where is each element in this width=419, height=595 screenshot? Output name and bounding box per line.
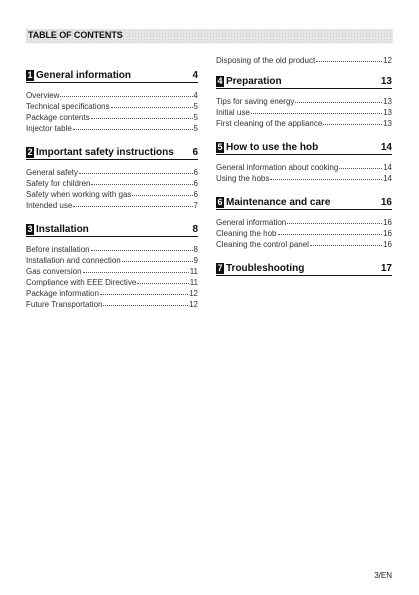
toc-section-heading-left (26, 224, 89, 235)
toc-entry[interactable] (26, 244, 198, 255)
dot-leader (100, 288, 188, 295)
toc-entry-page: 16 (383, 229, 392, 238)
toc-entry[interactable] (26, 288, 198, 299)
section-title: How to use the hob (226, 142, 319, 153)
toc-section-3 (26, 224, 198, 310)
section-title: Installation (36, 224, 89, 235)
toc-entry-page: 14 (383, 163, 392, 172)
toc-entry-page: 13 (383, 97, 392, 106)
toc-entry-label: Gas conversion (26, 267, 82, 276)
toc-entry[interactable] (26, 255, 198, 266)
toc-entry-label: Cleaning the hob (216, 229, 277, 238)
toc-entry[interactable] (216, 162, 392, 173)
toc-entry-label: General information (216, 218, 287, 227)
toc-left-column (26, 70, 198, 323)
toc-section-heading[interactable] (26, 224, 198, 237)
toc-entry[interactable] (26, 266, 198, 277)
toc-section-4 (216, 76, 392, 129)
toc-entry[interactable] (26, 123, 198, 134)
toc-entry-page: 5 (193, 113, 198, 122)
section-page: 17 (380, 263, 392, 274)
dot-leader (122, 255, 193, 262)
dot-leader (278, 228, 383, 235)
dot-leader (137, 277, 188, 284)
dot-leader (287, 217, 382, 224)
dot-leader (295, 96, 382, 103)
section-number-badge: 1 (27, 70, 33, 80)
toc-entry-label: Initial use (216, 108, 250, 117)
section-number-badge: 5 (217, 142, 223, 152)
toc-section-heading[interactable] (216, 197, 392, 210)
toc-entry[interactable] (26, 112, 198, 123)
toc-entry-label: Overview (26, 91, 60, 100)
toc-entry-page: 11 (189, 278, 198, 287)
dot-leader (316, 55, 382, 62)
toc-entry[interactable] (26, 277, 198, 288)
section-title: Important safety instructions (36, 147, 174, 158)
toc-entry-label: Before installation (26, 245, 90, 254)
spacer (216, 66, 392, 76)
section-title: Preparation (226, 76, 282, 87)
toc-entry-label: Using the hobs (216, 174, 270, 183)
section-number-badge: 4 (217, 76, 223, 86)
toc-right-column (216, 55, 392, 289)
toc-entry-page: 16 (383, 218, 392, 227)
toc-entry-label: Safety for children (26, 179, 91, 188)
toc-entry-label: Technical specifications (26, 102, 110, 111)
toc-entry-page: 12 (383, 56, 392, 65)
toc-entry[interactable] (26, 178, 198, 189)
section-number-badge: 2 (27, 147, 33, 157)
dot-leader (73, 123, 193, 130)
toc-entry-label: Package contents (26, 113, 90, 122)
toc-entry-page: 5 (193, 124, 198, 133)
toc-section-7 (216, 263, 392, 276)
toc-entry-page: 12 (189, 300, 198, 309)
toc-entry-label: First cleaning of the appliance (216, 119, 323, 128)
dot-leader (83, 266, 189, 273)
toc-entry-label: Installation and connection (26, 256, 121, 265)
toc-entry-page: 6 (193, 190, 198, 199)
toc-entry-label: Injector table (26, 124, 72, 133)
section-page: 4 (192, 70, 198, 81)
toc-section-heading-left (216, 197, 330, 208)
toc-entry[interactable] (216, 228, 392, 239)
dot-leader (132, 189, 192, 196)
toc-entry-label: General safety (26, 168, 79, 177)
section-page: 8 (192, 224, 198, 235)
toc-entry-page: 11 (189, 267, 198, 276)
dot-leader (339, 162, 382, 169)
toc-entry[interactable] (26, 90, 198, 101)
dot-leader (111, 101, 193, 108)
toc-section-heading-left (216, 76, 282, 87)
toc-entry[interactable] (26, 200, 198, 211)
toc-entry[interactable] (216, 107, 392, 118)
toc-section-heading-left (216, 142, 318, 153)
section-number-badge: 7 (217, 263, 223, 273)
dot-leader (103, 299, 188, 306)
toc-entry[interactable] (26, 189, 198, 200)
toc-entry-page: 16 (383, 240, 392, 249)
toc-entry[interactable] (26, 101, 198, 112)
toc-entry-label: Disposing of the old product (216, 56, 316, 65)
toc-section-heading[interactable] (216, 142, 392, 155)
toc-header-bar (26, 29, 393, 43)
dot-leader (73, 200, 192, 207)
section-page: 13 (380, 76, 392, 87)
dot-leader (251, 107, 382, 114)
toc-section-heading-left (216, 263, 304, 274)
toc-section-6 (216, 197, 392, 250)
toc-entry[interactable] (26, 299, 198, 310)
toc-entry-page: 4 (193, 91, 198, 100)
toc-entry-page: 13 (383, 119, 392, 128)
dot-leader (91, 244, 193, 251)
toc-entry-label: Cleaning the control panel (216, 240, 309, 249)
toc-entry[interactable] (216, 96, 392, 107)
toc-section-5 (216, 142, 392, 184)
toc-entry-label: Safety when working with gas (26, 190, 132, 199)
toc-section-heading-left (26, 147, 174, 158)
toc-section-1 (26, 70, 198, 134)
toc-entry-label: Future Transportation (26, 300, 103, 309)
toc-entry[interactable] (26, 167, 198, 178)
section-page: 16 (380, 197, 392, 208)
toc-entry-label: General information about cooking (216, 163, 339, 172)
dot-leader (91, 112, 193, 119)
toc-section-heading-left (26, 70, 131, 81)
toc-entry-page: 14 (383, 174, 392, 183)
toc-entry-page: 6 (193, 168, 198, 177)
toc-entry-page: 9 (193, 256, 198, 265)
section-number-badge: 3 (27, 224, 33, 234)
toc-entry-page: 12 (189, 289, 198, 298)
toc-entry-label: Intended use (26, 201, 73, 210)
toc-entry-label: Compliance with EEE Directive (26, 278, 137, 287)
dot-leader (323, 118, 382, 125)
toc-title: TABLE OF CONTENTS (28, 30, 123, 40)
toc-section-heading[interactable] (216, 263, 392, 276)
toc-entry-page: 13 (383, 108, 392, 117)
toc-section-heading[interactable] (26, 147, 198, 160)
section-title: General information (36, 70, 132, 81)
dot-leader (91, 178, 192, 185)
section-title: Maintenance and care (226, 197, 331, 208)
dot-leader (270, 173, 382, 180)
toc-entry-disposing[interactable] (216, 55, 392, 66)
toc-entry-page: 7 (193, 201, 198, 210)
toc-entry-page: 8 (193, 245, 198, 254)
section-title: Troubleshooting (226, 263, 305, 274)
dot-leader (60, 90, 192, 97)
toc-entry-label: Tips for saving energy (216, 97, 295, 106)
page-number: 3/EN (374, 571, 392, 580)
toc-section-2 (26, 147, 198, 211)
toc-entry[interactable] (216, 217, 392, 228)
toc-entry[interactable] (216, 118, 392, 129)
toc-section-heading[interactable] (26, 70, 198, 83)
toc-right-sections (216, 76, 392, 276)
section-page: 14 (380, 142, 392, 153)
toc-entry[interactable] (216, 239, 392, 250)
section-page: 6 (192, 147, 198, 158)
toc-entry-page: 5 (193, 102, 198, 111)
toc-entry[interactable] (216, 173, 392, 184)
toc-entry-page: 6 (193, 179, 198, 188)
section-number-badge: 6 (217, 197, 223, 207)
toc-section-heading[interactable] (216, 76, 392, 89)
toc-entry-label: Package information (26, 289, 99, 298)
dot-leader (310, 239, 382, 246)
dot-leader (79, 167, 193, 174)
